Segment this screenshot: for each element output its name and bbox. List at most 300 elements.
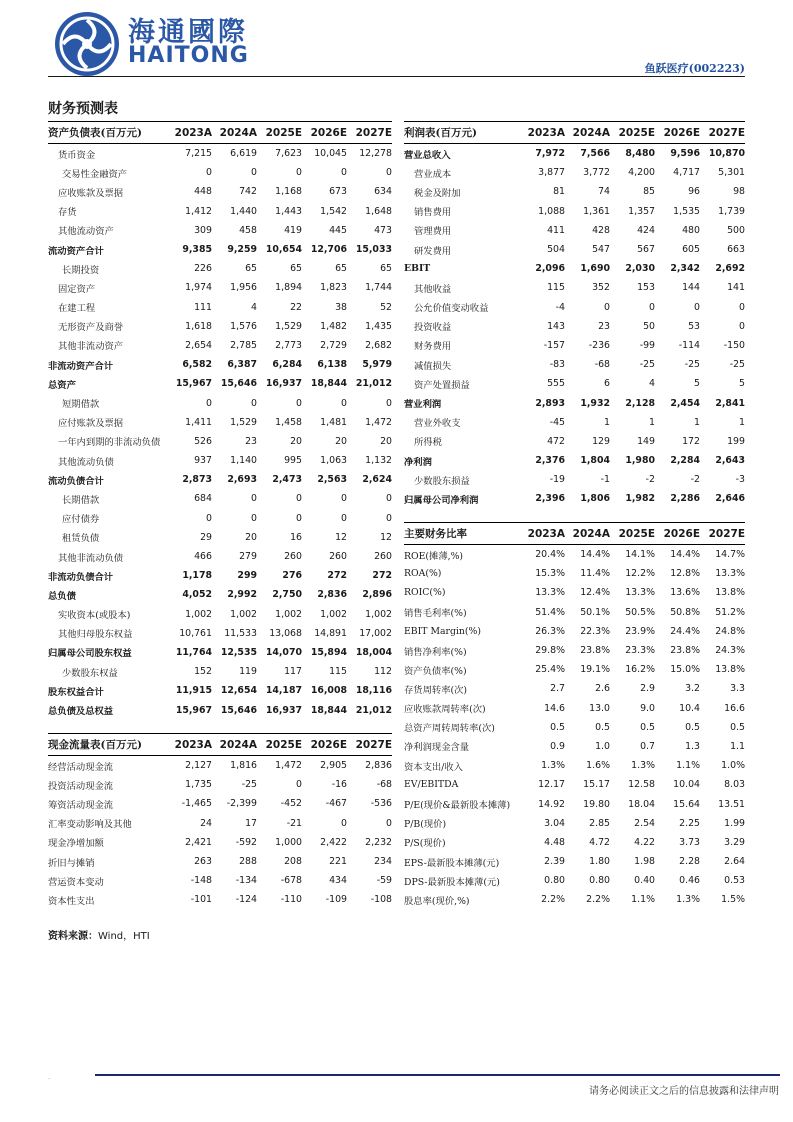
year-header: 2025E xyxy=(610,122,655,144)
cell-value: 24.4% xyxy=(670,625,700,637)
cell-value: 129 xyxy=(592,435,610,447)
row-label: 其他非流动负债 xyxy=(58,552,124,564)
cell-value: 0 xyxy=(206,167,212,179)
cell-value: 24.8% xyxy=(715,625,745,637)
cell-value: 15,894 xyxy=(310,646,347,658)
cell-value: 1,956 xyxy=(230,282,257,294)
cell-value: 12.8% xyxy=(670,568,700,580)
cell-value: 85 xyxy=(643,186,655,198)
cell-value: 9,259 xyxy=(227,244,257,256)
cell-value: 1,002 xyxy=(230,608,257,620)
cell-value: 21,012 xyxy=(355,704,392,716)
row-label: 销售费用 xyxy=(414,207,452,219)
row-label: 减值损失 xyxy=(414,360,452,372)
cell-value: 0 xyxy=(604,301,610,313)
cell-value: 309 xyxy=(194,224,212,236)
cell-value: 3,772 xyxy=(583,167,610,179)
cell-value: 0.53 xyxy=(724,875,745,887)
cell-value: -467 xyxy=(325,798,347,810)
cell-value: 0 xyxy=(251,493,257,505)
row-label: 其他归母股东权益 xyxy=(58,629,133,641)
row-label: 少数股东权益 xyxy=(62,667,118,679)
cell-value: 16.2% xyxy=(625,664,655,676)
row-label: 应收账款及票据 xyxy=(58,187,124,199)
row-label: 总负债及总权益 xyxy=(48,706,114,718)
footer-disclaimer: 请务必阅读正文之后的信息披露和法律声明 xyxy=(589,1086,779,1097)
table-header-row xyxy=(48,734,392,756)
cell-value: 1,132 xyxy=(365,455,392,467)
cell-value: 65 xyxy=(380,263,392,275)
cell-value: 18,844 xyxy=(310,378,347,390)
cell-value: 96 xyxy=(688,186,700,198)
table-row xyxy=(48,298,392,317)
year-header: 2023A xyxy=(167,122,212,144)
row-label: 营运资本变动 xyxy=(48,876,104,888)
table-row xyxy=(404,660,745,679)
table-row xyxy=(404,794,745,813)
cell-value: 0.80 xyxy=(544,875,565,887)
cell-value: 6,387 xyxy=(227,359,257,371)
cell-value: 50.5% xyxy=(625,606,655,618)
row-label: 营业外收支 xyxy=(414,418,461,430)
cell-value: 2,785 xyxy=(230,339,257,351)
cell-value: 50.8% xyxy=(670,606,700,618)
row-label: P/S(现价) xyxy=(404,838,446,850)
cell-value: 16,008 xyxy=(310,685,347,697)
cell-value: 16.6 xyxy=(724,702,745,714)
cell-value: 13.3% xyxy=(625,587,655,599)
cell-value: 15.0% xyxy=(670,664,700,676)
cell-value: 0 xyxy=(739,301,745,313)
row-label: 公允价值变动收益 xyxy=(414,303,489,315)
table-row xyxy=(48,163,392,182)
cell-value: 1,529 xyxy=(230,416,257,428)
row-label: 无形资产及商誉 xyxy=(58,322,124,334)
cell-value: 12.2% xyxy=(625,568,655,580)
cell-value: 13.3% xyxy=(715,568,745,580)
table-row xyxy=(48,413,392,432)
cell-value: 18,844 xyxy=(310,704,347,716)
table-row xyxy=(48,182,392,201)
table-row xyxy=(48,470,392,489)
cell-value: 2,896 xyxy=(362,589,392,601)
row-label: 实收资本(或股本) xyxy=(58,610,131,622)
row-label: 存货周转率(次) xyxy=(404,684,468,696)
row-label: 其他流动负债 xyxy=(58,456,114,468)
cell-value: -108 xyxy=(370,894,392,906)
cell-value: -25 xyxy=(684,359,700,371)
row-label: 经营活动现金流 xyxy=(48,761,114,773)
cell-value: 115 xyxy=(547,282,565,294)
cell-value: 2,992 xyxy=(227,589,257,601)
table-row xyxy=(48,794,392,813)
cell-value: 19.1% xyxy=(580,664,610,676)
cell-value: 445 xyxy=(329,224,347,236)
cell-value: 7,623 xyxy=(275,148,302,160)
cell-value: 0.5 xyxy=(685,721,700,733)
cell-value: 12,706 xyxy=(310,244,347,256)
row-label: 营业成本 xyxy=(414,168,452,180)
row-label: 归属母公司净利润 xyxy=(404,494,479,506)
cell-value: 2,624 xyxy=(362,474,392,486)
cell-value: 20 xyxy=(245,531,257,543)
footer-mark: . xyxy=(48,1073,51,1081)
page-header xyxy=(0,0,793,80)
table-row xyxy=(404,374,745,393)
table-row xyxy=(404,336,745,355)
cell-value: 2.7 xyxy=(550,683,565,695)
cell-value: 6,284 xyxy=(272,359,302,371)
table-row xyxy=(404,413,745,432)
year-header: 2026E xyxy=(655,122,700,144)
cell-value: 23.9% xyxy=(625,625,655,637)
cell-value: 0.40 xyxy=(634,875,655,887)
row-label: 净利润 xyxy=(404,456,432,468)
cell-value: 1,739 xyxy=(718,205,745,217)
cell-value: 29 xyxy=(200,531,212,543)
cell-value: 1,002 xyxy=(275,608,302,620)
table-row xyxy=(48,756,392,776)
table-row xyxy=(404,144,745,164)
cell-value: 2,836 xyxy=(317,589,347,601)
cell-value: 2.64 xyxy=(724,856,745,868)
cell-value: 111 xyxy=(194,301,212,313)
cell-value: 7,566 xyxy=(580,148,610,160)
row-label: 其他收益 xyxy=(414,283,452,295)
table-row xyxy=(48,852,392,871)
cell-value: -59 xyxy=(376,875,392,887)
cell-value: 10,870 xyxy=(708,148,745,160)
cell-value: 14.4% xyxy=(670,549,700,561)
table-row xyxy=(404,603,745,622)
cell-value: 9.0 xyxy=(640,702,655,714)
cell-value: 0 xyxy=(694,301,700,313)
cell-value: 1,472 xyxy=(365,416,392,428)
row-label: 在建工程 xyxy=(58,303,96,315)
cell-value: 1.0% xyxy=(721,760,745,772)
row-label: ROE(摊薄,%) xyxy=(404,550,464,562)
table-row xyxy=(48,374,392,393)
cell-value: 1.1 xyxy=(730,740,745,752)
cell-value: 2,422 xyxy=(320,836,347,848)
cell-value: 1 xyxy=(739,416,745,428)
cell-value: 0 xyxy=(386,493,392,505)
table-row xyxy=(404,756,745,775)
cell-value: 1.3 xyxy=(685,740,700,752)
cell-value: 2.54 xyxy=(634,817,655,829)
cell-value: 2,396 xyxy=(535,493,565,505)
cell-value: 14.1% xyxy=(625,549,655,561)
cell-value: -678 xyxy=(280,875,302,887)
table-row xyxy=(404,317,745,336)
cell-value: 1,690 xyxy=(580,263,610,275)
cell-value: -2 xyxy=(690,474,700,486)
cell-value: 1,529 xyxy=(275,320,302,332)
cell-value: 504 xyxy=(547,244,565,256)
cell-value: 1,168 xyxy=(275,186,302,198)
cell-value: 24 xyxy=(200,817,212,829)
table-row xyxy=(404,259,745,278)
cell-value: 29.8% xyxy=(535,645,565,657)
row-label: EV/EBITDA xyxy=(404,779,459,791)
table-row xyxy=(48,566,392,585)
cell-value: 1.99 xyxy=(724,817,745,829)
cell-value: 263 xyxy=(194,856,212,868)
cell-value: 472 xyxy=(547,435,565,447)
cell-value: 14,187 xyxy=(265,685,302,697)
cell-value: 1,823 xyxy=(320,282,347,294)
cell-value: 20 xyxy=(380,435,392,447)
cell-value: 4,052 xyxy=(182,589,212,601)
row-label: 资本支出/收入 xyxy=(404,761,463,773)
cell-value: 0.46 xyxy=(679,875,700,887)
cell-value: 995 xyxy=(284,455,302,467)
table-row xyxy=(48,489,392,508)
cell-value: 1,000 xyxy=(275,836,302,848)
cell-value: 1 xyxy=(694,416,700,428)
cell-value: 13,068 xyxy=(269,627,302,639)
year-header: 2024A xyxy=(565,523,610,545)
cell-value: 15.17 xyxy=(583,779,610,791)
cell-value: 15.3% xyxy=(535,568,565,580)
cell-value: 50 xyxy=(643,320,655,332)
row-label: EBIT xyxy=(404,263,431,275)
cell-value: 0 xyxy=(386,817,392,829)
cell-value: 2,841 xyxy=(715,397,745,409)
cell-value: 419 xyxy=(284,224,302,236)
cell-value: 1,932 xyxy=(580,397,610,409)
cell-value: 11,764 xyxy=(175,646,212,658)
cell-value: 20.4% xyxy=(535,549,565,561)
row-label: EPS-最新股本摊薄(元) xyxy=(404,857,500,869)
cell-value: 2,030 xyxy=(625,263,655,275)
table-row xyxy=(48,662,392,681)
cell-value: 18.04 xyxy=(628,798,655,810)
cell-value: 10,761 xyxy=(179,627,212,639)
table-row xyxy=(48,278,392,297)
footer-divider xyxy=(95,1074,780,1076)
cell-value: -99 xyxy=(639,339,655,351)
row-label: 应收账款周转率(次) xyxy=(404,704,486,716)
row-label: 营业利润 xyxy=(404,399,442,411)
cell-value: 119 xyxy=(239,666,257,678)
year-header: 2024A xyxy=(212,122,257,144)
table-row xyxy=(404,833,745,852)
cell-value: 6,138 xyxy=(317,359,347,371)
cell-value: 1 xyxy=(649,416,655,428)
cell-value: 13.8% xyxy=(715,664,745,676)
cell-value: 272 xyxy=(327,570,347,582)
cell-value: 2,654 xyxy=(185,339,212,351)
row-label: 交易性金融资产 xyxy=(62,168,128,180)
row-label: 销售净利率(%) xyxy=(404,646,467,658)
cell-value: 4,200 xyxy=(628,167,655,179)
cell-value: 13.0 xyxy=(589,702,610,714)
row-label: 投资活动现金流 xyxy=(48,780,114,792)
table-row xyxy=(48,547,392,566)
cell-value: 2.25 xyxy=(679,817,700,829)
row-label: P/B(现价) xyxy=(404,819,447,831)
cell-value: 15,033 xyxy=(355,244,392,256)
cell-value: 15,646 xyxy=(220,378,257,390)
table-row xyxy=(404,583,745,602)
cell-value: 7,215 xyxy=(185,148,212,160)
cell-value: 12.4% xyxy=(580,587,610,599)
table-row xyxy=(48,202,392,221)
cell-value: 5,979 xyxy=(362,359,392,371)
cell-value: 10,045 xyxy=(314,148,347,160)
table-row xyxy=(48,221,392,240)
row-label: 总资产 xyxy=(48,379,76,391)
year-header: 2025E xyxy=(257,122,302,144)
row-label: 净利润现金含量 xyxy=(404,742,470,754)
row-label: DPS-最新股本摊薄(元) xyxy=(404,876,500,888)
cell-value: 5 xyxy=(694,378,700,390)
cell-value: 1,980 xyxy=(625,455,655,467)
year-header: 2027E xyxy=(700,122,745,144)
cell-value: 115 xyxy=(329,666,347,678)
cell-value: 12.17 xyxy=(538,779,565,791)
cell-value: -1 xyxy=(600,474,610,486)
table-row xyxy=(404,814,745,833)
cell-value: 0 xyxy=(296,167,302,179)
cell-value: 10,654 xyxy=(265,244,302,256)
cell-value: 15.64 xyxy=(673,798,700,810)
cell-value: 3.3 xyxy=(730,683,745,695)
cell-value: 1,458 xyxy=(275,416,302,428)
cell-value: 1,002 xyxy=(365,608,392,620)
cell-value: -148 xyxy=(190,875,212,887)
cell-value: 199 xyxy=(727,435,745,447)
cell-value: 8,480 xyxy=(625,148,655,160)
year-header: 2027E xyxy=(700,523,745,545)
cell-value: 0 xyxy=(296,779,302,791)
table-row xyxy=(48,393,392,412)
cell-value: -110 xyxy=(280,894,302,906)
row-label: ROIC(%) xyxy=(404,587,446,599)
cell-value: 663 xyxy=(727,244,745,256)
cell-value: 51.4% xyxy=(535,606,565,618)
cell-value: 14.6 xyxy=(544,702,565,714)
data-source xyxy=(48,927,150,942)
cell-value: 53 xyxy=(688,320,700,332)
cell-value: 1,535 xyxy=(673,205,700,217)
table-row xyxy=(404,221,745,240)
cell-value: 2,682 xyxy=(365,339,392,351)
cell-value: 2,646 xyxy=(715,493,745,505)
cell-value: 2,342 xyxy=(670,263,700,275)
cell-value: 1.6% xyxy=(586,760,610,772)
cell-value: 3.29 xyxy=(724,836,745,848)
cell-value: 260 xyxy=(329,551,347,563)
source-text: Wind，HTI xyxy=(98,931,150,942)
cell-value: 547 xyxy=(592,244,610,256)
cell-value: 74 xyxy=(598,186,610,198)
cell-value: 25.4% xyxy=(535,664,565,676)
cell-value: 0 xyxy=(296,493,302,505)
table-row xyxy=(48,336,392,355)
row-label: 营业总收入 xyxy=(404,149,451,161)
row-label: 少数股东损益 xyxy=(414,475,470,487)
cell-value: 0 xyxy=(386,397,392,409)
cell-value: 1,178 xyxy=(182,570,212,582)
cell-value: 448 xyxy=(194,186,212,198)
cell-value: 11.4% xyxy=(580,568,610,580)
cell-value: 14.7% xyxy=(715,549,745,561)
row-label: 资产负债率(%) xyxy=(404,665,467,677)
cell-value: -101 xyxy=(190,894,212,906)
table-row xyxy=(48,259,392,278)
cell-value: 0 xyxy=(206,512,212,524)
table-row xyxy=(404,775,745,794)
row-label: 股东权益合计 xyxy=(48,686,104,698)
cell-value: 4 xyxy=(251,301,257,313)
cell-value: 112 xyxy=(374,666,392,678)
cell-value: 152 xyxy=(194,666,212,678)
cell-value: 24.3% xyxy=(715,645,745,657)
cell-value: -236 xyxy=(588,339,610,351)
cell-value: 2,096 xyxy=(535,263,565,275)
cell-value: -19 xyxy=(549,474,565,486)
brand-name-cn: 海通國際 xyxy=(128,17,248,48)
table-row xyxy=(404,699,745,718)
table-header-row xyxy=(48,122,392,144)
cell-value: 1,411 xyxy=(185,416,212,428)
cell-value: 13.51 xyxy=(718,798,745,810)
table-header-row xyxy=(404,122,745,144)
cell-value: 0 xyxy=(386,167,392,179)
cell-value: 8.03 xyxy=(724,779,745,791)
cell-value: 1,648 xyxy=(365,205,392,217)
cell-value: 2,692 xyxy=(715,263,745,275)
cell-value: 208 xyxy=(284,856,302,868)
balance-sheet-table xyxy=(48,121,392,720)
row-label: 其他流动资产 xyxy=(58,226,114,238)
cell-value: 1,357 xyxy=(628,205,655,217)
cell-value: 221 xyxy=(329,856,347,868)
cell-value: -45 xyxy=(549,416,565,428)
cell-value: 673 xyxy=(329,186,347,198)
cell-value: -157 xyxy=(543,339,565,351)
table-row xyxy=(404,641,745,660)
row-label: 汇率变动影响及其他 xyxy=(48,819,132,831)
cell-value: 2,284 xyxy=(670,455,700,467)
row-label: 所得税 xyxy=(414,437,442,449)
table-title: 主要财务比率 xyxy=(404,523,520,545)
year-header: 2026E xyxy=(302,122,347,144)
cell-value: 1,542 xyxy=(320,205,347,217)
cell-value: -3 xyxy=(735,474,745,486)
table-row xyxy=(48,833,392,852)
row-label: 一年内到期的非流动负债 xyxy=(58,437,161,449)
table-row xyxy=(404,240,745,259)
cell-value: 4.48 xyxy=(544,836,565,848)
cell-value: -68 xyxy=(594,359,610,371)
cell-value: 1,816 xyxy=(230,760,257,772)
cell-value: 0 xyxy=(386,512,392,524)
table-row xyxy=(48,240,392,259)
table-row xyxy=(404,622,745,641)
year-header: 2027E xyxy=(347,122,392,144)
cell-value: 2,563 xyxy=(317,474,347,486)
cell-value: 14,891 xyxy=(314,627,347,639)
cell-value: 0 xyxy=(341,167,347,179)
cell-value: -25 xyxy=(729,359,745,371)
table-title: 资产负债表(百万元) xyxy=(48,122,167,144)
cell-value: 5 xyxy=(739,378,745,390)
table-row xyxy=(48,814,392,833)
cell-value: 2,454 xyxy=(670,397,700,409)
